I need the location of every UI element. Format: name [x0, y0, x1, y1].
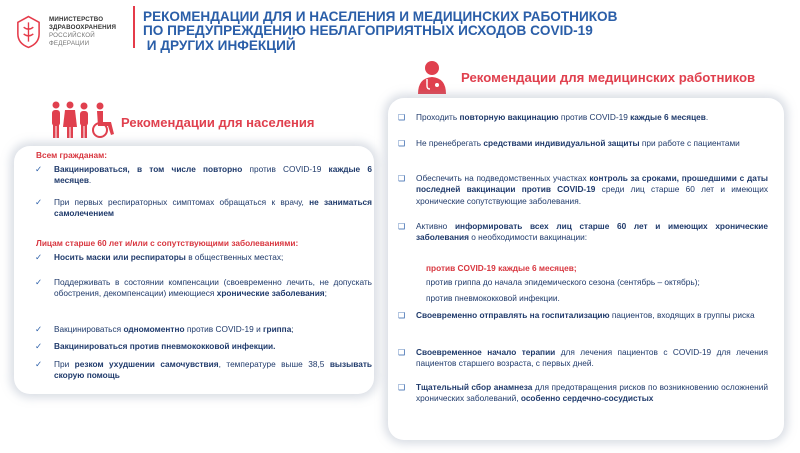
checkbox-icon: ❑ [398, 174, 406, 183]
people-icon [48, 100, 118, 140]
population-heading: Рекомендации для населения [121, 115, 315, 130]
sub-item-pneumo: против пневмококковой инфекции. [426, 293, 560, 303]
checkbox-icon: ❑ [398, 222, 406, 231]
emblem-icon [14, 14, 43, 50]
checkbox-icon: ❑ [398, 139, 406, 148]
checkbox-icon: ❑ [398, 383, 406, 392]
check-icon: ✓ [35, 164, 42, 174]
check-icon: ✓ [35, 197, 42, 207]
sub-item-flu: против гриппа до начала эпидемического сезона (сентябрь – октябрь); [426, 277, 700, 287]
check-icon: ✓ [35, 277, 42, 287]
checkbox-icon: ❑ [398, 311, 406, 320]
population-panel: Всем гражданам: ✓ Вакцинироваться, в том числе повторно против COVID-19 каждые 6 месяцев. ✓ При первых респираторных симптомах обращаться к врачу, не заниматься самолечением Лицам старше 60 лет и/или с сопутствующими заболеваниями: ✓ Носить маски или респираторы в общественных местах; ✓ Поддерживать в состоянии компенсации (своевременно лечить, не допускать обострения, декомпенсации) имеющиеся хронические заболевания; ✓ Вакцинироваться одномоментно против COVID-19 и гриппа; ✓ Вакцинироваться против пневмококковой инфекции. ✓ При резком ухудшении самочувствия, температуре выше 38,5 вызывать скорую помощь [14, 146, 374, 394]
ministry-name: МИНИСТЕРСТВО ЗДРАВООХРАНЕНИЯ РОССИЙСКОЙ ФЕДЕРАЦИИ [48, 16, 117, 47]
header-divider [133, 6, 135, 48]
ministry-logo [14, 10, 134, 54]
check-icon: ✓ [35, 359, 42, 369]
checkbox-icon: ❑ [398, 113, 406, 122]
sub-item-covid: против COVID-19 каждые 6 месяцев; [426, 263, 577, 273]
checkbox-icon: ❑ [398, 348, 406, 357]
check-icon: ✓ [35, 324, 42, 334]
medical-workers-panel: ❑ Проходить повторную вакцинацию против COVID-19 каждые 6 месяцев. ❑ Не пренебрегать средствами индивидуальной защиты при работе с пациентами ❑ Обеспечить на подведомственных участках контроль за сроками, прошедшими с даты последней вакцинации против COVID-19 среди лиц старше 60 лет и имеющих хронические сопутствующие заболевания. ❑ Активно информировать всех лиц старше 60 лет и имеющих хронические заболевания о необходимости вакцинации: против COVID-19 каждые 6 месяцев; против гриппа до начала эпидемического сезона (сентябрь – октябрь); против пневмококковой инфекции. ❑ Своевременно отправлять на госпитализацию пациентов, входящих в группы риска ❑ Своевременное начало терапии для лечения пациентов с COVID-19 для лечения пациентов старшего возраста, с первых дней. ❑ Тщательный сбор анамнеза для предотвращения рисков по возникновению осложнений хронических заболеваний, особенно сердечно-сосудистых [388, 98, 784, 440]
group-all-citizens: Всем гражданам: [36, 150, 107, 160]
doctor-icon [412, 58, 452, 96]
group-over-60: Лицам старше 60 лет и/или с сопутствующими заболеваниями: [36, 238, 299, 248]
check-icon: ✓ [35, 252, 42, 262]
medical-workers-heading: Рекомендации для медицинских работников [461, 70, 756, 85]
page-title: РЕКОМЕНДАЦИИ ДЛЯ И НАСЕЛЕНИЯ И МЕДИЦИНСКИХ РАБОТНИКОВ ПО ПРЕДУПРЕЖДЕНИЮ НЕБЛАГОПРИЯТНЫХ ИСХОДОВ COVID-19 И ДРУГИХ ИНФЕКЦИЙ [143, 9, 618, 53]
check-icon: ✓ [35, 341, 42, 351]
